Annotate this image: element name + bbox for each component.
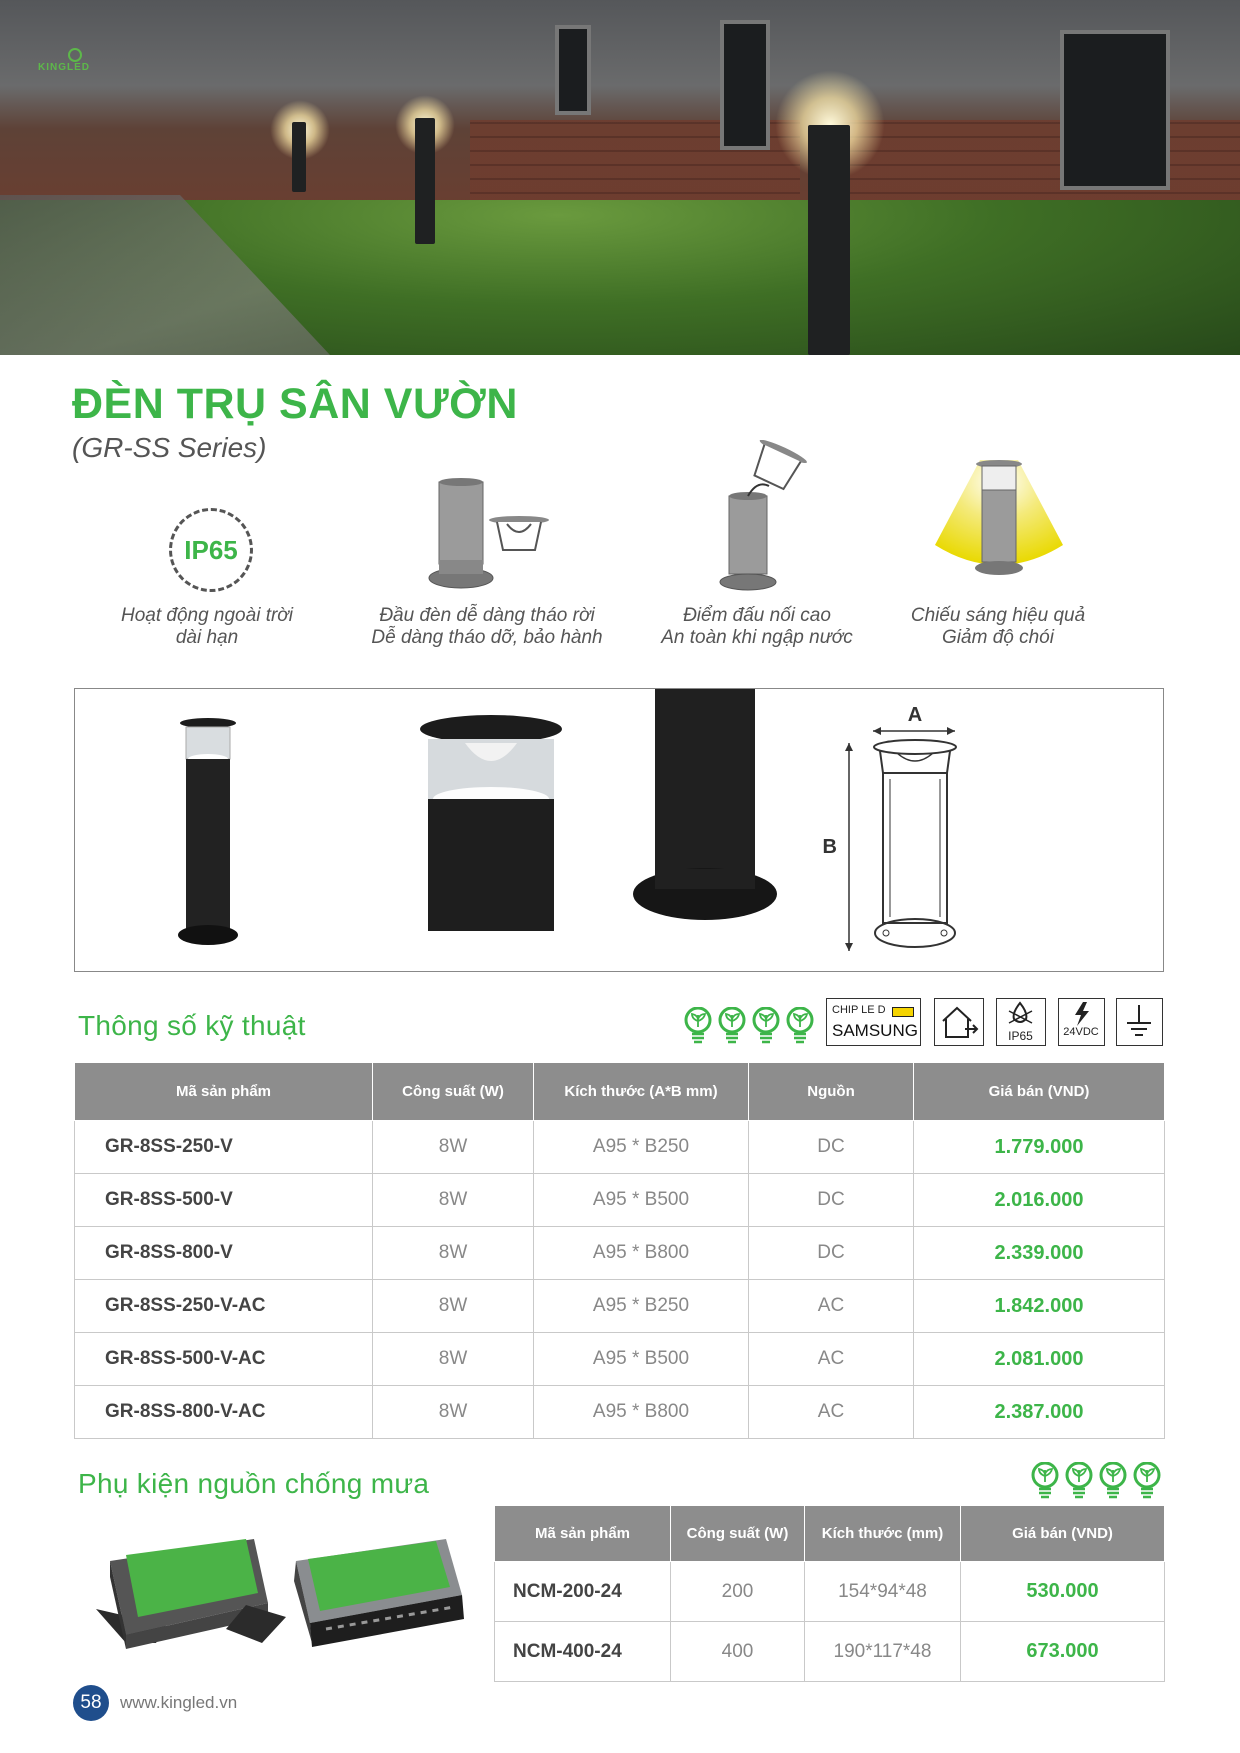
column-header: Kích thước (mm) [805, 1506, 961, 1562]
power-cell: 400 [671, 1622, 805, 1682]
size-cell: A95 * B500 [534, 1174, 749, 1227]
column-header: Giá bán (VND) [914, 1063, 1165, 1121]
table-row [75, 1121, 1165, 1174]
size-cell: A95 * B800 [534, 1386, 749, 1439]
dimension-b-label: B [822, 836, 837, 858]
product-image-box [74, 688, 1164, 972]
bollard-post [808, 125, 850, 355]
source-cell: AC [749, 1280, 914, 1333]
eco-bulb-icon [717, 1007, 747, 1045]
dimension-a-label: A [907, 704, 923, 726]
ip65-icon: IP65 [169, 508, 253, 592]
product-code: GR-8SS-800-V [75, 1227, 373, 1280]
power-cell: 8W [373, 1386, 534, 1439]
product-code: NCM-200-24 [495, 1562, 671, 1622]
table-row [75, 1333, 1165, 1386]
price-cell: 2.081.000 [914, 1333, 1165, 1386]
table-header-row [75, 1063, 1165, 1121]
table-row [495, 1562, 1165, 1622]
accessories-table [494, 1505, 1165, 1682]
column-header: Giá bán (VND) [961, 1506, 1165, 1562]
eco-bulb-icon [1098, 1462, 1128, 1500]
power-supply-images [86, 1525, 486, 1675]
feature-caption: Hoạt động ngoài trời dài hạn [120, 605, 294, 648]
product-code: GR-8SS-500-V [75, 1174, 373, 1227]
high-connection-icon [627, 440, 887, 600]
page-number-badge: 58 [73, 1685, 109, 1721]
source-cell: AC [749, 1386, 914, 1439]
website-link[interactable]: www.kingled.vn [120, 1693, 238, 1712]
feature-efficient-lighting [868, 440, 1128, 655]
price-cell: 2.387.000 [914, 1386, 1165, 1439]
column-header: Công suất (W) [373, 1063, 534, 1121]
source-cell: DC [749, 1174, 914, 1227]
eco-bulb-icon [751, 1007, 781, 1045]
column-header: Nguồn [749, 1063, 914, 1121]
table-row [495, 1622, 1165, 1682]
window [1060, 30, 1170, 190]
voltage-icon: 24VDC [1058, 998, 1105, 1046]
product-code: NCM-400-24 [495, 1622, 671, 1682]
column-header: Kích thước (A*B mm) [534, 1063, 749, 1121]
power-cell: 200 [671, 1562, 805, 1622]
product-code: GR-8SS-800-V-AC [75, 1386, 373, 1439]
size-cell: A95 * B250 [534, 1121, 749, 1174]
logo-text: KINGLED [38, 62, 90, 73]
product-code: GR-8SS-250-V-AC [75, 1280, 373, 1333]
feature-caption: Chiếu sáng hiệu quả Giảm độ chói [910, 605, 1086, 648]
power-cell: 8W [373, 1280, 534, 1333]
bollard-post [415, 118, 435, 244]
size-cell: A95 * B250 [534, 1280, 749, 1333]
feature-outdoor [77, 440, 337, 655]
power-cell: 8W [373, 1333, 534, 1386]
eco-bulb-icon [683, 1007, 713, 1045]
table-row [75, 1227, 1165, 1280]
table-header-row [495, 1506, 1165, 1562]
product-code: GR-8SS-250-V [75, 1121, 373, 1174]
size-cell: A95 * B800 [534, 1227, 749, 1280]
eco-bulb-icon [1030, 1462, 1060, 1500]
indoor-outdoor-icon [934, 998, 984, 1046]
eco-bulb-icon [785, 1007, 815, 1045]
power-supply-unit [96, 1539, 286, 1649]
hero-photo [0, 0, 1240, 355]
efficient-lighting-icon [868, 440, 1128, 600]
feature-high-connection [627, 440, 887, 655]
price-cell: 1.779.000 [914, 1121, 1165, 1174]
detachable-head-icon [357, 440, 617, 600]
price-cell: 2.339.000 [914, 1227, 1165, 1280]
column-header: Mã sản phẩm [75, 1063, 373, 1121]
table-row [75, 1280, 1165, 1333]
window [720, 20, 770, 150]
source-cell: DC [749, 1121, 914, 1174]
power-cell: 8W [373, 1174, 534, 1227]
specs-table [74, 1062, 1165, 1439]
window [555, 25, 591, 115]
column-header: Mã sản phẩm [495, 1506, 671, 1562]
led-chip-icon [892, 1007, 914, 1017]
ground-icon [1116, 998, 1163, 1046]
feature-caption: Điểm đấu nối cao An toàn khi ngập nước [661, 605, 853, 648]
eco-bulb-icon [1064, 1462, 1094, 1500]
ip65-rating-icon: IP65 [996, 998, 1046, 1046]
logo-mark-icon [68, 48, 82, 62]
page-subtitle: (GR-SS Series) [72, 432, 267, 463]
feature-detachable-head [357, 440, 617, 655]
size-cell: 154*94*48 [805, 1562, 961, 1622]
size-cell: A95 * B500 [534, 1333, 749, 1386]
power-cell: 8W [373, 1227, 534, 1280]
power-cell: 8W [373, 1121, 534, 1174]
kingled-logo [38, 48, 114, 76]
price-cell: 530.000 [961, 1562, 1165, 1622]
accessories-title: Phụ kiện nguồn chống mưa [78, 1468, 430, 1499]
bollard-post [292, 122, 306, 192]
power-supply-unit [294, 1539, 464, 1647]
product-code: GR-8SS-500-V-AC [75, 1333, 373, 1386]
page-title: ĐÈN TRỤ SÂN VƯỜN [72, 380, 518, 428]
feature-caption: Đầu đèn dễ dàng tháo rời Dễ dàng tháo dỡ, bảo hành [371, 605, 603, 648]
eco-bulb-icon [1132, 1462, 1162, 1500]
product-renders [75, 689, 1163, 971]
samsung-chip-icon: CHIP LE D SAMSUNG [826, 998, 921, 1046]
price-cell: 1.842.000 [914, 1280, 1165, 1333]
source-cell: AC [749, 1333, 914, 1386]
price-cell: 2.016.000 [914, 1174, 1165, 1227]
specs-title: Thông số kỹ thuật [78, 1010, 306, 1041]
price-cell: 673.000 [961, 1622, 1165, 1682]
column-header: Công suất (W) [671, 1506, 805, 1562]
source-cell: DC [749, 1227, 914, 1280]
size-cell: 190*117*48 [805, 1622, 961, 1682]
table-row [75, 1174, 1165, 1227]
table-row [75, 1386, 1165, 1439]
